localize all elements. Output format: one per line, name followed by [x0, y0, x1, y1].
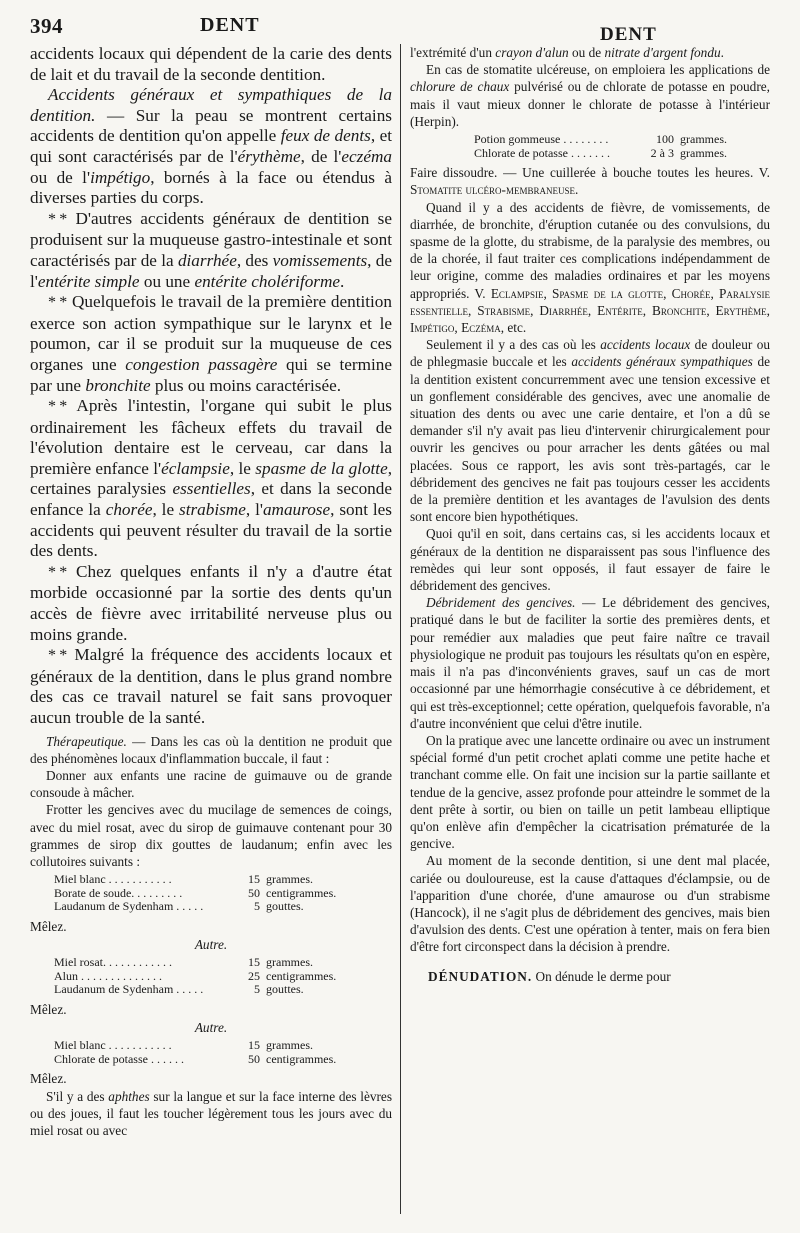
paragraph-guimauve: Donner aux enfants une racine de guimauve ou de grande consoude à mâcher.	[30, 768, 392, 801]
paragraph-larynx: * * Quelquefois le travail de la première dentition exerce son action sympathique sur le larynx et le poumon, car il se produit sur la muqueuse de ces organes une congestion passagère qui se termine par une bronchite plus ou moins caractérisée.	[30, 292, 392, 395]
cross-reference: Stomatite ulcéro-membraneuse	[410, 182, 575, 198]
section-title-debridement: Débridement des gencives.	[426, 595, 576, 611]
page-header	[30, 14, 770, 44]
melez-label: Mêlez.	[30, 919, 67, 934]
recipe-potion	[474, 133, 770, 160]
paragraph-frotter: Frotter les gencives avec du mucilage de semences de coings, avec du miel rosat, avec du sirop de guimauve contenant pour 30 grammes de sirop dix gouttes de laudanum; enfin avec les collutoires suivants :	[30, 802, 392, 870]
section-title-general-accidents: Accidents généraux et sympathiques de la dentition.	[30, 85, 392, 125]
paragraph-local-accidents: accidents locaux qui dépendent de la carie des dents de lait et du travail de la seconde dentition.	[30, 44, 392, 84]
paragraph-stomatite: En cas de stomatite ulcéreuse, on emploiera les applications de chlorure de chaux pulvérisé ou de chlorate de potasse en poudre, mais il vaut mieux donner le chlorate de potasse à l'intérieur (Herpin).	[410, 62, 770, 129]
asterism-icon: * *	[48, 563, 68, 581]
paragraph-gastro-intestinal: * * D'autres accidents généraux de dentition se produisent sur la muqueuse gastro-intestinale et sont caractérisés par de la diarrhée, des vomissements, de l'entérite simple ou une entérite cholériforme.	[30, 208, 392, 291]
left-column	[30, 44, 392, 1139]
recipe-1	[54, 873, 392, 914]
recipe-row: Miel blanc . . . . . . . . . . . 15 grammes.	[54, 1038, 313, 1053]
section-title-therapeutique: Thérapeutique.	[46, 733, 127, 749]
paragraph-complications: Quand il y a des accidents de fièvre, de vomissements, de diarrhée, de bronchite, d'éruption cutanée ou des convulsions, du spasme de la glotte, du strabisme, de la paralysie des membres, ou de la chorée, il faut traiter ces complications indépendamment de leur origine, comme des maladies ordinaires et par les moyens appropriés. V. Eclampsie, Spasme de la glotte, Chorée, Paralysie essentielle, Strabisme, Diarrhée, Entérite, Bronchite, Erythème, Impétigo, Eczéma, etc.	[410, 199, 770, 336]
recipe-row: Potion gommeuse . . . . . . . . 100 grammes.	[474, 132, 727, 147]
paragraph-seulement: Seulement il y a des cas où les accidents locaux de douleur ou de phlegmasie buccale et les accidents généraux sympathiques de la dentition existent concurremment avec une tension excessive et un gonflement considérable des gencives, avec une anomalie de situation des dents ou avec une carie dentaire, et l'on a dû se demander s'il n'y avait pas lieu d'intervenir chirurgicalement pour ouvrir les gencives ou pour arracher les dents gâtées ou mal placées. Sous ce rapport, les avis sont très-partagés, car le débridement des gencives ne fait pas toujours cesser les accidents de la première dentition et les avantages de l'avulsion des dents sont encore bien hypothétiques.	[410, 337, 770, 525]
page-number: 394	[30, 14, 63, 38]
asterism-icon: * *	[48, 647, 68, 665]
headword: DÉNUDATION.	[428, 968, 533, 984]
melez-label: Mêlez.	[30, 1071, 67, 1087]
autre-label: Autre.	[194, 1020, 228, 1036]
running-head-right: DENT	[600, 24, 657, 45]
recipe-row: Miel rosat. . . . . . . . . . . . 15 grammes.	[54, 955, 313, 970]
recipe-row: Laudanum de Sydenham . . . . . 5 gouttes.	[54, 899, 304, 914]
paragraph-lancette: On la pratique avec une lancette ordinaire ou avec un instrument spécial formé d'un petit crochet aplati comme une petite hache et tranchant comme elle. On fait une incision sur la partie saillante et tendue de la gencive, assez profonde pour atteindre le sommet de la dent prête à sortir, ou bien on taille un petit lambeau elliptique qu'on enlève afin d'empêcher la cicatrisation prématurée de la gencive.	[410, 732, 770, 852]
asterism-icon: * *	[48, 294, 68, 312]
paragraph-debridement: Débridement des gencives. — Le débridement des gencives, pratiqué dans le but de faciliter la sortie des premières dents, et pour remédier aux maladies que peut faire naître ce travail physiologique ne produit pas toujours les résultats qu'on en espère, mais il n'a pas d'inconvénients graves, sauf un cas de mort occasionné par une hémorrhagie consécutive à ce débridement, et qui est très-exceptionnel; cette opération, quelquefois favorable, n'a d'autre inconvénient que celui d'être inutile.	[410, 595, 770, 731]
paragraph-frequency: * * Malgré la fréquence des accidents locaux et généraux de la dentition, dans le plus grand nombre des cas ce travail naturel se fait sans provoquer aucun trouble de la santé.	[30, 645, 392, 727]
right-column	[410, 44, 770, 987]
recipe-2	[54, 956, 392, 997]
asterism-icon: * *	[48, 398, 68, 416]
column-divider	[400, 44, 401, 1214]
cross-reference: Eclampsie, Spasme de la glotte, Chorée, Paralysie essentielle, Strabisme, Diarrhée, Entérite, Bronchite, Erythème, Impétigo, Eczéma	[410, 285, 770, 336]
recipe-row: Chlorate de potasse . . . . . . 50 centigrammes.	[54, 1051, 337, 1066]
paragraph-crayon: l'extrémité d'un crayon d'alun ou de nitrate d'argent fondu.	[410, 45, 724, 60]
recipe-3	[54, 1039, 392, 1066]
recipe-row: Miel blanc . . . . . . . . . . . 15 grammes.	[54, 872, 313, 887]
melez-label: Mêlez.	[30, 1001, 67, 1017]
recipe-row: Alun . . . . . . . . . . . . . . 25 centigrammes.	[54, 968, 337, 983]
asterism-icon: * *	[48, 210, 68, 228]
running-head-left: DENT	[200, 14, 260, 36]
paragraph-brain: * * Après l'intestin, l'organe qui subit le plus ordinairement les fâcheux effets du travail de l'évolution dentaire est le cerveau, car dans la première enfance l'éclampsie, le spasme de la glotte, certaines paralysies essentielles, et dans la seconde enfance la chorée, le strabisme, l'amaurose, sont les accidents qui peuvent résulter du travail de la sortie des dents.	[30, 396, 393, 561]
paragraph-aphthes: S'il y a des aphthes sur la langue et sur la face interne des lèvres ou des joues, il faut les toucher légèrement tous les jours avec du miel rosat ou avec	[30, 1088, 392, 1138]
paragraph-dissoudre: Faire dissoudre. — Une cuillerée à bouche toutes les heures. V. Stomatite ulcéro-membraneuse.	[410, 165, 770, 198]
paragraph-general-accidents: Accidents généraux et sympathiques de la dentition. — Sur la peau se montrent certains accidents de dentition qu'on appelle feux de dents, et qui sont caractérisés par de l'érythème, de l'eczéma ou de l'impétigo, bornés à la face ou étendus à diverses parties du corps.	[30, 85, 392, 208]
entry-denudation: DÉNUDATION. On dénude le derme pour	[428, 968, 671, 984]
recipe-row: Borate de soude. . . . . . . . . 50 centigrammes.	[54, 885, 337, 900]
recipe-row: Laudanum de Sydenham . . . . . 5 gouttes.	[54, 982, 304, 997]
paragraph-quoi-quil: Quoi qu'il en soit, dans certains cas, si les accidents locaux et généraux de la dentition ne disparaissent pas sous l'influence des remèdes qui leur sont opposés, il faut essayer de faire le débridement des gencives.	[410, 526, 770, 594]
paragraph-fever: * * Chez quelques enfants il n'y a d'autre état morbide occasionné par la sortie des dents qu'un accès de fièvre avec irritabilité nerveuse plus ou moins grande.	[30, 561, 392, 644]
recipe-row: Chlorate de potasse . . . . . . . 2 à 3 grammes.	[474, 145, 727, 160]
paragraph-therapeutique: Thérapeutique. — Dans les cas où la dentition ne produit que des phénomènes locaux d'inflammation buccale, il faut :	[30, 733, 392, 766]
paragraph-seconde-dentition: Au moment de la seconde dentition, si une dent mal placée, cariée ou douloureuse, est la cause d'attaques d'éclampsie, ou de l'apparition d'une chorée, d'une amaurose ou d'un strabisme (Hancock), il ne s'agit plus de débridement des gencives, mais bien d'avulsion des dents. C'est une opération à tenter, mais on fera bien d'être fort circonspect dans la décision à prendre.	[410, 853, 770, 955]
autre-label: Autre.	[194, 937, 228, 953]
